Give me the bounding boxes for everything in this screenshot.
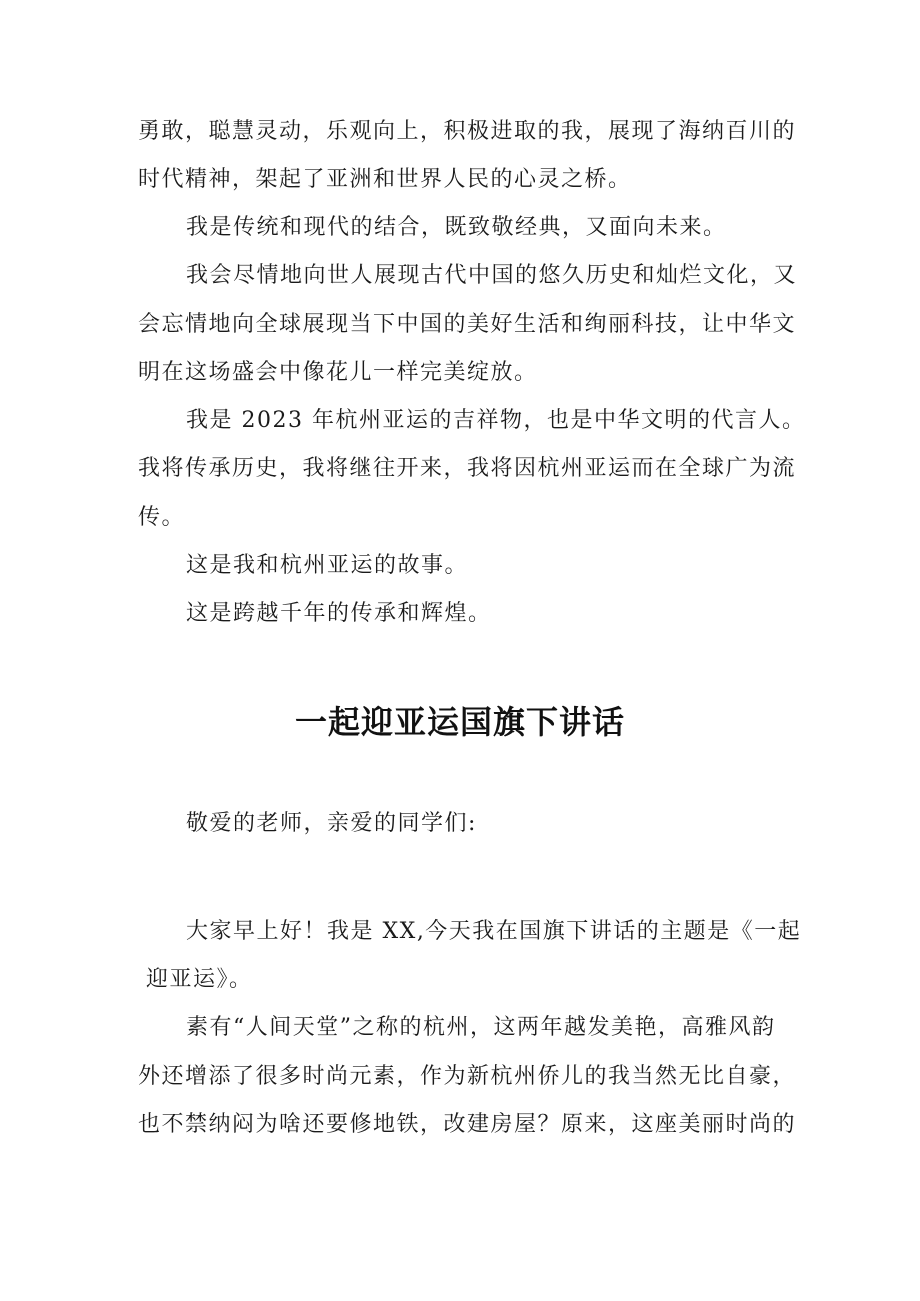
paragraph-line: 明在这场盛会中像花儿一样完美绽放。: [138, 360, 538, 385]
paragraph-line: 传。: [138, 505, 186, 530]
paragraph-line: 这是我和杭州亚运的故事。: [186, 553, 469, 578]
paragraph-line: 我是 2023 年杭州亚运的吉祥物，也是中华文明的代言人。: [186, 408, 806, 433]
speech-title: 一起迎亚运国旗下讲话: [294, 703, 625, 741]
paragraph-line: 这是跨越千年的传承和辉煌。: [186, 601, 492, 626]
paragraph-line: 我将传承历史，我将继往开来，我将因杭州亚运而在全球广为流: [138, 456, 797, 481]
paragraph-line: 也不禁纳闷为啥还要修地铁，改建房屋？原来，这座美丽时尚的: [138, 1112, 797, 1137]
paragraph-line: 时代精神，架起了亚洲和世界人民的心灵之桥。: [138, 167, 632, 192]
paragraph-line: 我是传统和现代的结合，既致敬经典，又面向未来。: [186, 215, 727, 240]
paragraph-line: 迎亚运》。: [146, 967, 253, 992]
paragraph-line: 素有“人间天堂”之称的杭州，这两年越发美艳，高雅风韵: [186, 1015, 776, 1040]
paragraph-line: 外还增添了很多时尚元素，作为新杭州侨儿的我当然无比自豪，: [138, 1064, 797, 1089]
paragraph-line: 会忘情地向全球展现当下中国的美好生活和绚丽科技，让中华文: [138, 312, 797, 337]
paragraph-line: 大家早上好！我是 XX,今天我在国旗下讲话的主题是《一起: [186, 919, 802, 944]
speech-greeting: 敬爱的老师，亲爱的同学们:: [186, 811, 477, 836]
paragraph-line: 勇敢，聪慧灵动，乐观向上，积极进取的我，展现了海纳百川的: [138, 119, 797, 144]
paragraph-line: 我会尽情地向世人展现古代中国的悠久历史和灿烂文化，又: [186, 263, 798, 288]
